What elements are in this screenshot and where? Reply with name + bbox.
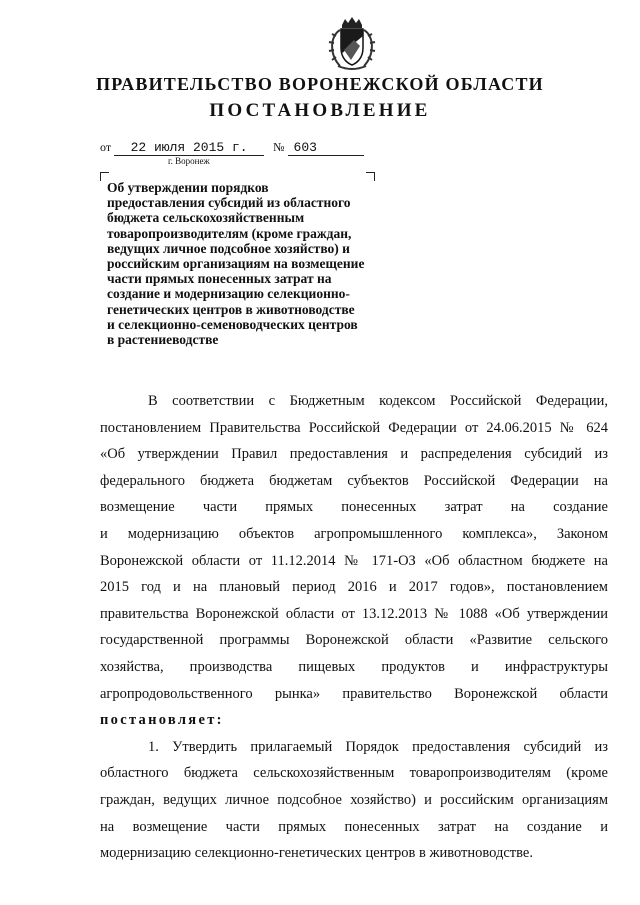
number-prefix: №: [273, 140, 285, 154]
title-line: генетических центров в животноводстве: [107, 301, 355, 317]
document-body: [100, 388, 608, 867]
preamble-line: правительства Воронежской области от 13.12.2013 № 1088 «Об утверждении: [100, 605, 608, 622]
title-line: и селекционно-семеноводческих центров: [107, 316, 358, 332]
preamble-line: государственной программы Воронежской области «Развитие сельского: [100, 632, 608, 649]
title-line: российским организациям на возмещение: [107, 256, 365, 272]
title-line: создание и модернизацию селекционно-: [107, 286, 350, 302]
document-date: 22 июля 2015 г.: [114, 141, 264, 156]
item-line: граждан, ведущих личное подсобное хозяйство) и российским организациям: [100, 791, 608, 808]
date-prefix: от: [100, 140, 112, 154]
coat-of-arms-icon: [326, 16, 378, 72]
document-title: [107, 180, 407, 347]
preamble-line: хозяйства, производства пищевых продуктов и инфраструктуры: [100, 658, 608, 675]
preamble-line: В соответствии с Бюджетным кодексом Российской Федерации,: [148, 393, 608, 409]
preamble-line: агропродовольственного рынка» правительство Воронежской области: [100, 685, 608, 702]
title-line: в растениеводстве: [107, 332, 219, 348]
resolves-word: постановляет:: [100, 712, 224, 729]
title-line: бюджета сельскохозяйственным: [107, 210, 305, 226]
item-line: модернизацию селекционно-генетических центров в животноводстве.: [100, 845, 533, 862]
title-line: предоставления субсидий из областного: [107, 195, 351, 211]
title-line: ведущих личное подсобное хозяйство) и: [107, 240, 350, 256]
organization-title: ПРАВИТЕЛЬСТВО ВОРОНЕЖСКОЙ ОБЛАСТИ: [96, 74, 544, 94]
preamble-line: постановлением Правительства Российской Федерации от 24.06.2015 № 624: [100, 419, 608, 436]
preamble-line: и модернизацию объектов агропромышленного комплекса», Законом: [100, 525, 608, 542]
preamble-line: «Об утверждении Правил предоставления и распределения субсидий из: [100, 446, 608, 463]
document-type: ПОСТАНОВЛЕНИЕ: [209, 100, 431, 121]
preamble-line: Воронежской области от 11.12.2014 № 171-ОЗ «Об областном бюджете на: [100, 552, 608, 569]
item-line: 1. Утвердить прилагаемый Порядок предоставления субсидий из: [148, 738, 608, 755]
document-number: 603: [288, 141, 364, 156]
preamble-line: 2015 год и на плановый период 2016 и 2017 годов», постановлением: [100, 579, 608, 596]
city-label: г. Воронеж: [168, 156, 210, 166]
title-line: Об утверждении порядков: [107, 180, 269, 195]
item-line: на возмещение части прямых понесенных затрат на создание и: [100, 818, 608, 835]
date-number-line: [100, 140, 364, 156]
item-line: областного бюджета сельскохозяйственным товаропроизводителям (кроме: [100, 765, 608, 782]
preamble-line: федерального бюджета бюджетам субъектов Российской Федерации на: [100, 472, 608, 489]
preamble-line: возмещение части прямых понесенных затрат на создание: [100, 499, 608, 516]
title-line: части прямых понесенных затрат на: [107, 271, 332, 287]
title-line: товаропроизводителям (кроме граждан,: [107, 225, 352, 241]
